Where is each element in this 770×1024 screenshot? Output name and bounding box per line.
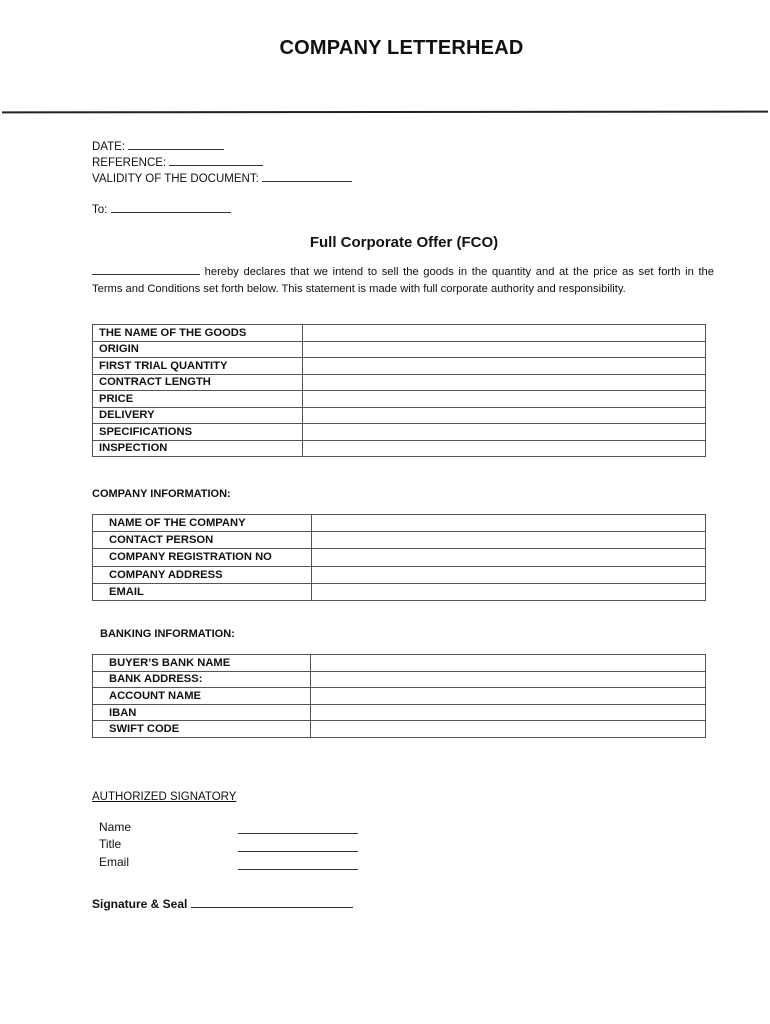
company-info-value-cell[interactable]	[312, 532, 706, 549]
goods-row	[93, 424, 706, 441]
banking-info-row	[93, 704, 706, 721]
declaration-text: hereby declares that we intend to sell the goods in the quantity and at the price as set forth in the Terms and Conditions set forth below. This statement is made with full corporate authority and responsibility.	[92, 266, 714, 295]
banking-info-label: IBAN	[93, 704, 311, 721]
company-info-label: COMPANY REGISTRATION NO	[93, 549, 312, 566]
goods-value-cell[interactable]	[303, 440, 706, 457]
company-info-value-cell[interactable]	[312, 549, 706, 566]
to-blank[interactable]	[111, 202, 231, 213]
goods-value-cell[interactable]	[303, 325, 706, 342]
signatory-email-blank[interactable]	[238, 855, 358, 870]
goods-row	[93, 374, 706, 391]
goods-label: PRICE	[93, 391, 303, 408]
signatory-email-label: Email	[99, 855, 130, 869]
goods-row	[93, 391, 706, 408]
company-info-label: CONTACT PERSON	[93, 532, 312, 549]
to-label: To:	[92, 204, 108, 216]
goods-row	[93, 407, 706, 424]
validity-field	[92, 171, 352, 187]
company-info-value-cell[interactable]	[312, 515, 706, 532]
goods-row	[93, 341, 706, 358]
banking-info-value-cell[interactable]	[311, 721, 706, 738]
validity-label: VALIDITY OF THE DOCUMENT:	[92, 173, 259, 185]
goods-label: THE NAME OF THE GOODS	[93, 325, 303, 342]
company-info-label: COMPANY ADDRESS	[93, 566, 312, 583]
banking-info-row	[93, 671, 706, 688]
company-info-value-cell[interactable]	[312, 583, 706, 600]
goods-label: CONTRACT LENGTH	[93, 374, 303, 391]
validity-blank[interactable]	[262, 171, 352, 182]
banking-info-row	[93, 655, 706, 672]
banking-info-row	[93, 688, 706, 705]
goods-table	[92, 324, 706, 457]
company-info-row	[93, 515, 706, 532]
banking-info-label: SWIFT CODE	[93, 721, 311, 738]
company-info-value-cell[interactable]	[312, 566, 706, 583]
company-info-label: COMPANY INFORMATION:	[92, 488, 231, 500]
declaration-paragraph	[92, 264, 714, 298]
signature-seal-field	[92, 897, 353, 911]
reference-label: REFERENCE:	[92, 157, 167, 169]
goods-value-cell[interactable]	[303, 374, 706, 391]
goods-value-cell[interactable]	[303, 391, 706, 408]
reference-blank[interactable]	[169, 155, 263, 166]
date-blank[interactable]	[128, 139, 224, 150]
date-label: DATE:	[92, 141, 126, 153]
signatory-name-label: Name	[99, 820, 132, 834]
banking-info-label: ACCOUNT NAME	[93, 688, 311, 705]
company-info-row	[93, 532, 706, 549]
company-info-row	[93, 549, 706, 566]
company-info-label: EMAIL	[93, 583, 312, 600]
banking-info-label: BANKING INFORMATION:	[100, 628, 235, 640]
goods-value-cell[interactable]	[303, 407, 706, 424]
company-info-row	[93, 583, 706, 600]
goods-label: SPECIFICATIONS	[93, 424, 303, 441]
banking-info-value-cell[interactable]	[311, 655, 706, 672]
goods-row	[93, 325, 706, 342]
banking-info-label: BUYER’S BANK NAME	[93, 655, 311, 672]
banking-info-table	[92, 654, 706, 738]
offer-title: Full Corporate Offer (FCO)	[309, 234, 499, 251]
signatory-title-label: Title	[99, 837, 122, 851]
goods-value-cell[interactable]	[303, 424, 706, 441]
goods-row	[93, 358, 706, 375]
banking-info-label: BANK ADDRESS:	[93, 671, 311, 688]
reference-field	[92, 155, 263, 171]
signature-seal-label: Signature & Seal	[92, 897, 188, 911]
letterhead-title: COMPANY LETTERHEAD	[279, 37, 524, 59]
date-field	[92, 139, 224, 155]
signature-seal-blank[interactable]	[191, 897, 353, 908]
banking-info-row	[93, 721, 706, 738]
goods-value-cell[interactable]	[303, 341, 706, 358]
goods-label: ORIGIN	[93, 341, 303, 358]
to-field	[92, 202, 231, 218]
signatory-name-blank[interactable]	[238, 819, 358, 834]
signatory-title-blank[interactable]	[238, 837, 358, 852]
goods-label: FIRST TRIAL QUANTITY	[93, 358, 303, 375]
company-info-table	[92, 514, 706, 601]
banking-info-value-cell[interactable]	[311, 671, 706, 688]
goods-value-cell[interactable]	[303, 358, 706, 375]
banking-info-value-cell[interactable]	[311, 688, 706, 705]
company-info-row	[93, 566, 706, 583]
declarant-blank[interactable]	[92, 264, 200, 275]
banking-info-value-cell[interactable]	[311, 704, 706, 721]
goods-row	[93, 440, 706, 457]
goods-label: DELIVERY	[93, 407, 303, 424]
company-info-label: NAME OF THE COMPANY	[93, 515, 312, 532]
authorized-signatory-heading: AUTHORIZED SIGNATORY	[92, 791, 237, 803]
header-divider	[2, 111, 768, 114]
goods-label: INSPECTION	[93, 440, 303, 457]
